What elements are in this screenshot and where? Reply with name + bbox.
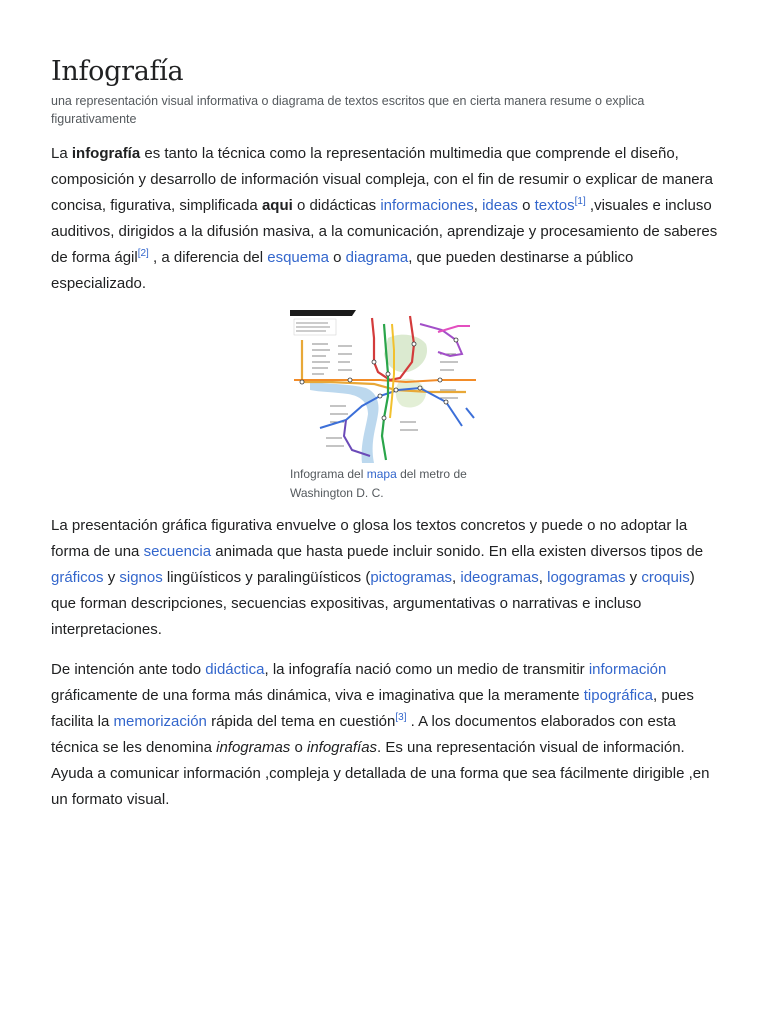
link-ideas[interactable]: ideas — [482, 197, 518, 214]
link-pictogramas[interactable]: pictogramas — [370, 569, 453, 586]
link-secuencia[interactable]: secuencia — [143, 543, 212, 560]
text: ) que forman descripciones, secuencias expositivas, argumentativas o narrativas e incluso interpretaciones. — [51, 569, 695, 638]
link-esquema[interactable]: esquema — [267, 249, 329, 266]
text: , a diferencia del — [148, 249, 268, 266]
text: o — [328, 249, 346, 266]
figure — [290, 310, 478, 503]
text: , — [452, 569, 461, 586]
link-mapa[interactable]: mapa — [366, 467, 397, 481]
paragraph-intention — [51, 657, 721, 813]
caption-text: del metro de Washington D. C. — [290, 467, 467, 500]
link-informaciones[interactable]: informaciones — [380, 197, 474, 214]
italic-term: infografías — [307, 739, 378, 756]
link-tipografica[interactable]: tipográfica — [583, 687, 653, 704]
text: y — [625, 569, 642, 586]
bold-term: aqui — [261, 197, 293, 214]
paragraph-intro — [51, 141, 721, 297]
text: , — [473, 197, 483, 214]
paragraph-presentation — [51, 513, 721, 643]
text: animada que hasta puede incluir sonido. En ella existen diversos tipos de — [211, 543, 704, 560]
link-informacion[interactable]: información — [588, 661, 667, 678]
text: o didácticas — [292, 197, 381, 214]
text: y — [103, 569, 120, 586]
link-didactica[interactable]: didáctica — [205, 661, 265, 678]
text: lingüísticos y paralingüísticos ( — [162, 569, 371, 586]
text: , — [538, 569, 548, 586]
bold-term: infografía — [71, 145, 141, 162]
text: La — [51, 145, 72, 162]
reference-3[interactable]: [3] — [395, 712, 407, 723]
link-croquis[interactable]: croquis — [641, 569, 690, 586]
page-title: Infografía — [51, 56, 184, 87]
reference-1[interactable]: [1] — [574, 196, 586, 207]
text: rápida del tema en cuestión — [206, 713, 396, 730]
text: , pues facilita la — [51, 687, 694, 730]
text: La presentación gráfica figurativa envuelve o glosa los textos concretos y puede o no adoptar la forma de una — [51, 517, 688, 560]
text: , que pueden destinarse a público especializado. — [51, 249, 634, 292]
link-signos[interactable]: signos — [119, 569, 163, 586]
figure-caption — [290, 465, 490, 503]
text: . A los documentos elaborados con esta técnica se les denomina — [51, 713, 676, 756]
link-graficos[interactable]: gráficos — [51, 569, 104, 586]
washington-metro-map-icon[interactable] — [290, 310, 478, 463]
reference-2[interactable]: [2] — [137, 248, 149, 259]
text: ,visuales e incluso auditivos, dirigidos a la difusión masiva, a la comunicación, aprendizaje y procesamiento de saberes de forma ágil — [51, 197, 718, 266]
link-diagrama[interactable]: diagrama — [345, 249, 409, 266]
link-logogramas[interactable]: logogramas — [547, 569, 626, 586]
text: o — [290, 739, 307, 756]
italic-term: infogramas — [216, 739, 291, 756]
text: , la infografía nació como un medio de transmitir — [264, 661, 589, 678]
text: De intención ante todo — [51, 661, 206, 678]
text: es tanto la técnica como la representación multimedia que comprende el diseño, composición y desarrollo de información visual compleja, con el fin de resumir o explicar de manera concisa, figurativa, simplificada — [51, 145, 713, 214]
text: . Es una representación visual de información. Ayuda a comunicar información ,compleja y detallada de una forma que sea fácilmente dirigible ,en un formato visual. — [51, 739, 710, 808]
link-textos[interactable]: textos — [534, 197, 575, 214]
page-subtitle: una representación visual informativa o diagrama de textos escritos que en cierta manera resume o explica figurativamente — [51, 94, 645, 126]
link-memorizacion[interactable]: memorización — [113, 713, 207, 730]
caption-text: Infograma del — [290, 467, 367, 481]
text: gráficamente de una forma más dinámica, viva e imaginativa que la meramente — [51, 687, 584, 704]
text: o — [517, 197, 535, 214]
link-ideogramas[interactable]: ideogramas — [460, 569, 539, 586]
